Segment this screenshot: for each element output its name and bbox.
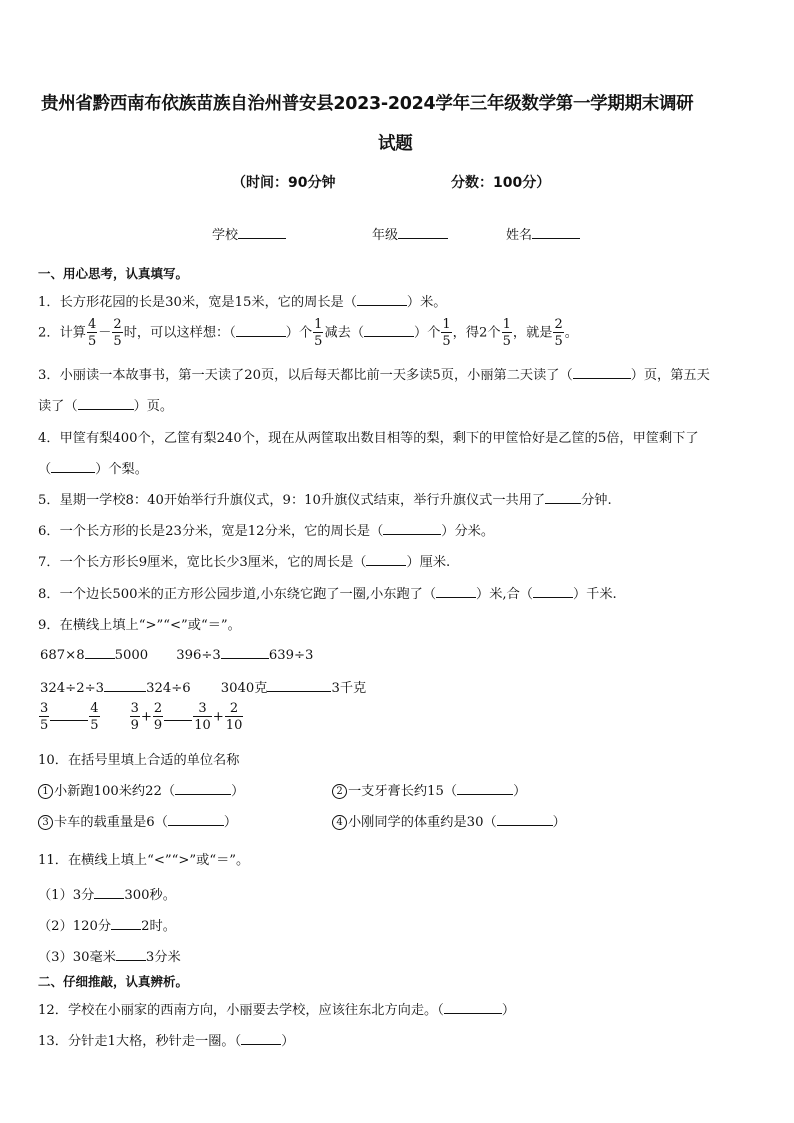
numerator: 3 — [130, 701, 139, 716]
q11-text: 11．在横线上填上“<”“>”或“＝”。 — [38, 853, 250, 868]
numerator: 2 — [554, 317, 563, 332]
school-label: 学校 — [212, 228, 239, 243]
q10-blank[interactable] — [168, 812, 224, 826]
circled-number: 1 — [38, 784, 53, 799]
school-field — [212, 224, 286, 243]
q10-blank[interactable] — [175, 781, 231, 795]
q11-text: 2时。 — [141, 919, 176, 934]
denominator: 5 — [554, 334, 563, 349]
minus-sign: － — [98, 325, 112, 341]
fraction — [153, 702, 163, 732]
q3-text: ）页，第五天 — [630, 368, 710, 383]
fraction — [553, 318, 563, 348]
q9-row-2 — [40, 677, 366, 696]
q10-text: ） — [552, 815, 566, 830]
question-9 — [38, 614, 241, 633]
question-6 — [38, 520, 494, 539]
question-8 — [38, 583, 617, 602]
q2-blank-2[interactable] — [364, 323, 414, 337]
q10-item-2 — [332, 780, 526, 799]
q10-text: 一支牙膏长约15（ — [348, 784, 458, 799]
denominator: 5 — [314, 334, 323, 349]
numerator: 1 — [502, 317, 511, 332]
question-2 — [38, 318, 578, 348]
q8-text: ）米,合（ — [476, 587, 533, 602]
q5-text: 分钟. — [581, 493, 612, 508]
q9-expr: 324÷2÷3 — [40, 681, 105, 696]
q10-item-3 — [38, 811, 237, 830]
fraction — [89, 702, 99, 732]
q2-blank-1[interactable] — [236, 323, 286, 337]
question-13 — [38, 1030, 294, 1049]
name-label: 姓名 — [506, 228, 533, 243]
denominator: 9 — [130, 718, 139, 733]
denominator: 5 — [87, 334, 97, 349]
denominator: 5 — [40, 718, 49, 733]
q2-text: ，就是 — [512, 325, 553, 341]
q4-text: 4．甲筐有梨400个，乙筐有梨240个，现在从两筐取出数目相等的梨，剩下的甲筐恰好是乙筐的5倍，甲筐剩下了 — [38, 431, 699, 446]
q13-blank[interactable] — [241, 1031, 281, 1045]
q11-text: 3分米 — [145, 950, 181, 965]
q10-blank[interactable] — [457, 781, 513, 795]
q9-blank[interactable] — [85, 645, 115, 659]
q8-text: 8．一个边长500米的正方形公园步道,小东绕它跑了一圈,小东跑了（ — [38, 587, 437, 602]
plus-sign: + — [212, 709, 224, 725]
question-12 — [38, 999, 515, 1018]
fraction — [225, 702, 244, 732]
q9-expr: 5000 — [114, 648, 149, 663]
q12-text: 12．学校在小丽家的西南方向，小丽要去学校，应该往东北方向走。（ — [38, 1003, 444, 1018]
q10-text: 小新跑100米约22（ — [54, 784, 176, 799]
q9-text: 9．在横线上填上“>”“<”或“＝”。 — [38, 618, 241, 633]
q11-item-2 — [38, 915, 176, 934]
question-1 — [38, 291, 446, 310]
numerator: 3 — [40, 701, 49, 716]
q6-text: ）分米。 — [441, 524, 495, 539]
fraction — [502, 318, 512, 348]
q10-item-1 — [38, 780, 244, 799]
question-3-cont — [38, 395, 173, 414]
q8-blank-2[interactable] — [533, 584, 573, 598]
fraction — [193, 702, 212, 732]
q10-text: 卡车的载重量是6（ — [54, 815, 168, 830]
q9-row-1 — [40, 645, 313, 663]
denominator: 10 — [194, 718, 211, 733]
name-blank[interactable] — [532, 225, 580, 239]
q12-blank[interactable] — [444, 1000, 502, 1014]
numerator: 1 — [314, 317, 323, 332]
q7-text: 7．一个长方形长9厘米，宽比长少3厘米，它的周长是（ — [38, 555, 367, 570]
numerator: 2 — [225, 702, 244, 717]
name-field — [506, 224, 580, 243]
q2-text: 。 — [564, 325, 578, 341]
numerator: 2 — [113, 317, 122, 332]
q6-blank[interactable] — [383, 521, 441, 535]
question-4-cont — [38, 458, 148, 477]
q4-blank[interactable] — [51, 459, 95, 473]
fraction — [87, 318, 97, 348]
fraction — [313, 318, 323, 348]
denominator: 10 — [225, 718, 243, 733]
numerator: 4 — [87, 317, 97, 332]
q9-expr: 324÷6 — [146, 681, 191, 696]
q11-item-1 — [38, 884, 176, 903]
section-1-heading: 一、用心思考，认真填写。 — [38, 266, 189, 281]
plus-sign: + — [140, 709, 152, 725]
q11-item-3 — [38, 946, 181, 965]
page-title-line2: 试题 — [378, 134, 413, 154]
numerator: 1 — [442, 317, 451, 332]
q3-text: 3．小丽读一本故事书，第一天读了20页，以后每天都比前一天多读5页，小丽第二天读了（ — [38, 368, 573, 383]
q10-text: 小刚同学的体重约是30（ — [348, 815, 497, 830]
numerator: 3 — [193, 702, 212, 717]
q2-text: ）个 — [414, 325, 441, 341]
question-5 — [38, 489, 612, 508]
q11-text: （3）30毫米 — [38, 950, 116, 965]
q10-text: 10．在括号里填上合适的单位名称 — [38, 753, 240, 768]
grade-label: 年级 — [372, 228, 399, 243]
denominator: 5 — [90, 718, 99, 733]
fraction — [112, 318, 122, 348]
grade-field — [372, 224, 448, 243]
question-4 — [38, 427, 699, 446]
q13-text: 13．分针走1大格，秒针走一圈。（ — [38, 1034, 242, 1049]
q13-text: ） — [281, 1034, 295, 1049]
q11-text: 300秒。 — [124, 888, 176, 903]
q3-blank-2[interactable] — [78, 396, 134, 410]
page-title-line1: 贵州省黔西南布依族苗族自治州普安县2023-2024学年三年级数学第一学期期末调研 — [41, 94, 694, 114]
fraction — [130, 702, 140, 732]
q11-blank[interactable] — [116, 947, 146, 961]
q9-blank[interactable] — [164, 707, 192, 721]
grade-blank[interactable] — [398, 225, 448, 239]
numerator: 2 — [153, 701, 163, 716]
school-blank[interactable] — [238, 225, 286, 239]
fraction — [441, 318, 451, 348]
q5-blank[interactable] — [545, 490, 581, 504]
q7-text: ）厘米. — [406, 555, 451, 570]
question-7 — [38, 551, 450, 570]
q9-blank[interactable] — [267, 678, 331, 692]
q8-text: ）千米. — [572, 587, 617, 602]
denominator: 9 — [153, 718, 163, 733]
question-3 — [38, 364, 710, 383]
q10-text: ） — [231, 784, 245, 799]
exam-score: 分数：100分） — [451, 175, 551, 191]
q11-blank[interactable] — [111, 916, 141, 930]
q4-text: ）个梨。 — [95, 462, 148, 477]
numerator: 4 — [90, 701, 99, 716]
circled-number: 3 — [38, 815, 53, 830]
q3-blank-1[interactable] — [573, 365, 631, 379]
q2-text: 时，可以这样想：（ — [123, 325, 236, 341]
q10-item-4 — [332, 811, 566, 830]
fraction — [39, 702, 49, 732]
q2-text: 减去（ — [324, 325, 365, 341]
question-10 — [38, 749, 239, 768]
q9-expr: 3040克 — [220, 681, 268, 696]
q9-blank[interactable] — [104, 678, 146, 692]
q10-blank[interactable] — [497, 812, 553, 826]
circled-number: 2 — [332, 784, 347, 799]
q12-text: ） — [501, 1003, 515, 1018]
q2-text: ，得2个 — [452, 325, 501, 341]
question-11 — [38, 849, 249, 868]
q3-text: 读了（ — [38, 399, 78, 414]
q9-blank[interactable] — [50, 707, 88, 721]
q9-expr: 396÷3 — [176, 648, 221, 663]
q9-expr: 3千克 — [331, 681, 367, 696]
q1-text: 1．长方形花园的长是30米，宽是15米，它的周长是（ — [38, 295, 357, 310]
q10-text: ） — [513, 784, 527, 799]
exam-time: （时间：90分钟 — [232, 175, 336, 191]
q1-blank[interactable] — [357, 292, 407, 306]
q9-row-3 — [38, 702, 244, 732]
section-2-heading: 二、仔细推敲，认真辨析。 — [38, 974, 189, 989]
denominator: 5 — [442, 334, 451, 349]
q11-blank[interactable] — [94, 885, 124, 899]
q8-blank-1[interactable] — [436, 584, 476, 598]
q6-text: 6．一个长方形的长是23分米，宽是12分米，它的周长是（ — [38, 524, 384, 539]
q10-text: ） — [223, 815, 238, 830]
q5-text: 5．星期一学校8：40开始举行升旗仪式，9：10升旗仪式结束，举行升旗仪式一共用了 — [38, 493, 546, 508]
q9-expr: 639÷3 — [268, 648, 314, 663]
q7-blank[interactable] — [366, 552, 406, 566]
q1-text-end: ）米。 — [406, 295, 447, 310]
denominator: 5 — [502, 334, 511, 349]
q3-text: ）页。 — [133, 399, 174, 414]
q2-text: 2．计算 — [38, 325, 86, 341]
circled-number: 4 — [332, 815, 347, 830]
q9-blank[interactable] — [221, 645, 269, 659]
q11-text: （1）3分 — [38, 888, 95, 903]
q11-text: （2）120分 — [38, 919, 112, 934]
denominator: 5 — [113, 334, 122, 349]
q9-expr: 687×8 — [40, 648, 85, 663]
q2-text: ）个 — [285, 325, 313, 341]
q4-text: （ — [38, 462, 52, 477]
